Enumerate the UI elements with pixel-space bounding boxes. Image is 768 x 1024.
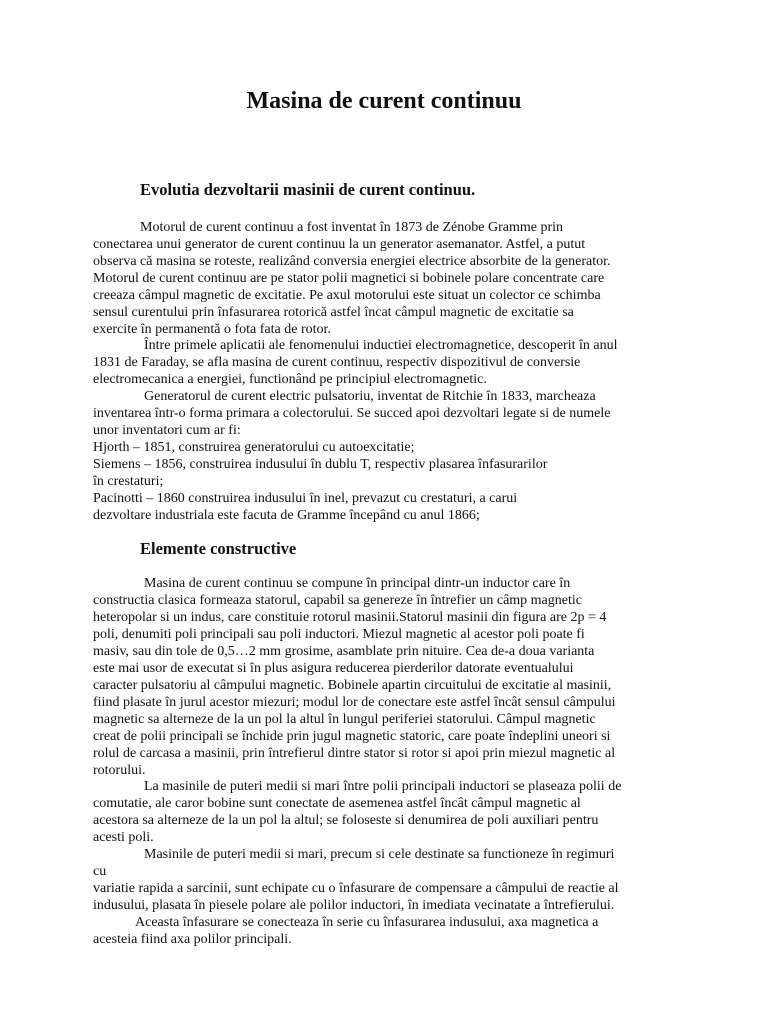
paragraph-line: creeaza câmpul magnetic de excitatie. Pe axul motorului este situat un colector ce schimba (93, 288, 601, 303)
paragraph-line: 1831 de Faraday, se afla masina de curent continuu, respectiv dispozitivul de conversie (93, 355, 581, 370)
paragraph-line: Pacinotti – 1860 construirea indusului în inel, prevazut cu crestaturi, a carui (93, 491, 518, 506)
paragraph-line: La masinile de puteri medii si mari între polii principali inductori se plaseaza polii de (144, 779, 622, 794)
section-heading-construction: Elemente constructive (140, 539, 297, 558)
paragraph-line: Generatorul de curent electric pulsatoriu, inventat de Ritchie în 1833, marcheaza (144, 389, 596, 404)
paragraph-line: cu (93, 864, 107, 879)
paragraph-line: Motorul de curent continuu a fost inventat în 1873 de Zénobe Gramme prin (140, 220, 564, 235)
paragraph-line: sensul curentului prin înfasurarea rotorică astfel încat câmpul magnetic de excitatie sa (93, 305, 574, 320)
paragraph-line: caracter pulsatoriu al câmpului magnetic. Bobinele apartin circuitului de excitatie al masinii, (93, 678, 612, 693)
paragraph-line: indusului, plasata în piesele polare ale polilor inductori, în imediata vecinatate a întrefierului. (93, 898, 615, 913)
paragraph-line: rolul de carcasa a masinii, prin întrefierul dintre stator si rotor si apoi prin miezul magnetic al (93, 746, 616, 761)
section-heading-evolution: Evolutia dezvoltarii masinii de curent continuu. (140, 180, 476, 199)
paragraph-line: acesti poli. (93, 830, 154, 845)
paragraph-line: Aceasta înfasurare se conecteaza în serie cu înfasurarea indusului, axa magnetica a (135, 915, 599, 930)
paragraph-line: este mai usor de executat si în plus asigura reducerea pierderilor datorate eventualului (93, 661, 574, 676)
paragraph-line: Masinile de puteri medii si mari, precum si cele destinate sa functioneze în regimuri (144, 847, 615, 862)
paragraph-line: unor inventatori cum ar fi: (93, 423, 241, 438)
paragraph-line: masiv, sau din tole de 0,5…2 mm grosime, asamblate prin nituire. Cea de-a doua varianta (93, 644, 595, 659)
paragraph-line: rotorului. (93, 763, 146, 778)
paragraph-line: inventarea într-o forma primara a colectorului. Se succed apoi dezvoltari legate si de numele (93, 406, 611, 421)
paragraph-line: heteropolar si un indus, care constituie rotorul masinii.Statorul masinii din figura are 2p = 4 (93, 610, 607, 625)
paragraph-line: în crestaturi; (93, 474, 164, 489)
paragraph-line: fiind plasate în jurul acestor miezuri; modul lor de conectare este astfel încât sensul câmpului (93, 695, 616, 710)
paragraph-line: magnetic sa alterneze de la un pol la altul în lungul periferiei statorului. Câmpul magnetic (93, 712, 596, 727)
paragraph-line: poli, denumiti poli principali sau poli inductori. Miezul magnetic al acestor poli poate fi (93, 627, 585, 642)
paragraph-line: Între primele aplicatii ale fenomenului inductiei electromagnetice, descoperit în anul (144, 338, 618, 353)
paragraph-line: observa că masina se roteste, realizând conversia energiei electrice absorbite de la generator. (93, 254, 611, 269)
paragraph-line: exercite în permanentă o fota fata de rotor. (93, 322, 331, 337)
paragraph-line: comutatie, ale caror bobine sunt conectate de asemenea astfel încât câmpul magnetic al (93, 796, 581, 811)
paragraph-line: Motorul de curent continuu are pe stator polii magnetici si bobinele polare concentrate care (93, 271, 605, 286)
paragraph-line: acestora sa alterneze de la un pol la altul; se foloseste si denumirea de poli auxiliari pentru (93, 813, 599, 828)
paragraph-line: dezvoltare industriala este facuta de Gramme începând cu anul 1866; (93, 508, 480, 523)
page-title: Masina de curent continuu (246, 88, 522, 114)
paragraph-line: acesteia fiind axa polilor principali. (93, 932, 292, 947)
paragraph-line: constructia clasica formeaza statorul, capabil sa genereze în întrefier un câmp magnetic (93, 593, 582, 608)
paragraph-line: conectarea unui generator de curent continuu la un generator asemanator. Astfel, a putut (93, 237, 586, 252)
paragraph-line: Hjorth – 1851, construirea generatorului cu autoexcitatie; (93, 440, 415, 455)
paragraph-line: creat de polii principali se închide prin jugul magnetic statoric, care poate îndeplini uneori si (93, 729, 611, 744)
paragraph-line: Masina de curent continuu se compune în principal dintr-un inductor care în (144, 576, 571, 591)
paragraph-line: variatie rapida a sarcinii, sunt echipate cu o înfasurare de compensare a câmpului de reactie al (93, 881, 619, 896)
paragraph-line: Siemens – 1856, construirea indusului în dublu T, respectiv plasarea înfasurarilor (93, 457, 548, 472)
paragraph-line: electromecanica a energiei, functionând pe principiul electromagnetic. (93, 372, 487, 387)
